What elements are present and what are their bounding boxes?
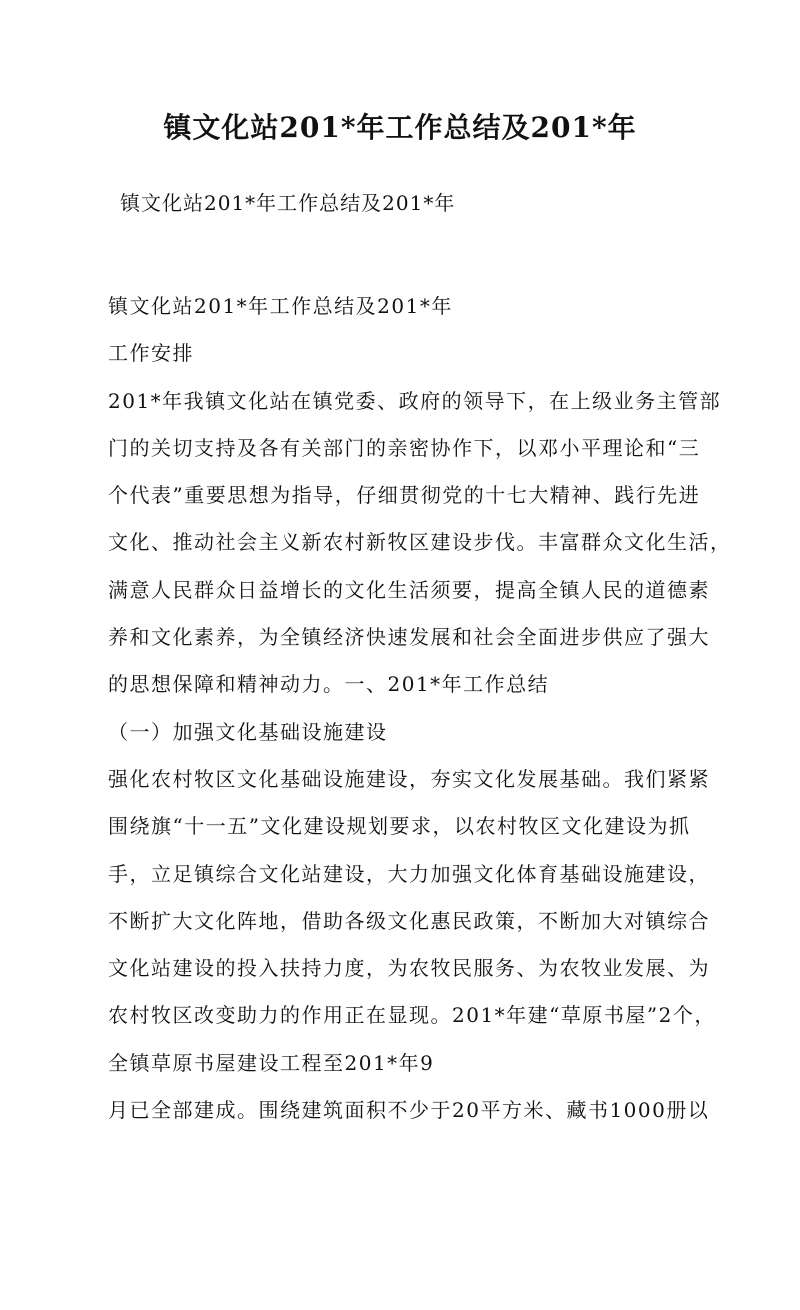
- body-line: 门的关切支持及各有关部门的亲密协作下，以邓小平理论和“三: [108, 435, 701, 460]
- body-line: 镇文化站201*年工作总结及201*年: [108, 294, 453, 318]
- section-heading: （一）加强文化基础设施建设: [108, 719, 388, 744]
- body-line: 强化农村牧区文化基础设施建设，夯实文化发展基础。我们紧紧: [108, 766, 710, 791]
- body-line: 201*年我镇文化站在镇党委、政府的领导下，在上级业务主管部: [108, 388, 722, 413]
- body-line: 围绕旗“十一五”文化建设规划要求，以农村牧区文化建设为抓: [108, 814, 691, 839]
- body-line: 的思想保障和精神动力。一、201*年工作总结: [108, 672, 550, 697]
- body-line: 养和文化素养，为全镇经济快速发展和社会全面进步供应了强大: [108, 625, 710, 650]
- document-body: [108, 283, 732, 1134]
- body-line: 工作安排: [108, 341, 194, 366]
- body-line: 满意人民群众日益增长的文化生活须要，提高全镇人民的道德素: [108, 577, 710, 602]
- body-line: 全镇草原书屋建设工程至201*年9: [108, 1050, 435, 1075]
- document-title: 镇文化站201*年工作总结及201*年: [163, 111, 637, 144]
- body-line: 文化站建设的投入扶持力度，为农牧民服务、为农牧业发展、为: [108, 956, 710, 981]
- body-line: 农村牧区改变助力的作用正在显现。201*年建“草原书屋”2个，: [108, 1003, 716, 1028]
- document-subtitle: 镇文化站201*年工作总结及201*年: [120, 191, 456, 215]
- body-line: 文化、推动社会主义新农村新牧区建设步伐。丰富群众文化生活，: [108, 530, 732, 555]
- body-line: 月已全部建成。围绕建筑面积不少于20平方米、藏书1000册以: [108, 1098, 710, 1123]
- body-line: 手，立足镇综合文化站建设，大力加强文化体育基础设施建设，: [108, 861, 710, 886]
- body-line: 不断扩大文化阵地，借助各级文化惠民政策，不断加大对镇综合: [108, 908, 710, 933]
- body-line: 个代表”重要思想为指导，仔细贯彻党的十七大精神、践行先进: [108, 483, 701, 508]
